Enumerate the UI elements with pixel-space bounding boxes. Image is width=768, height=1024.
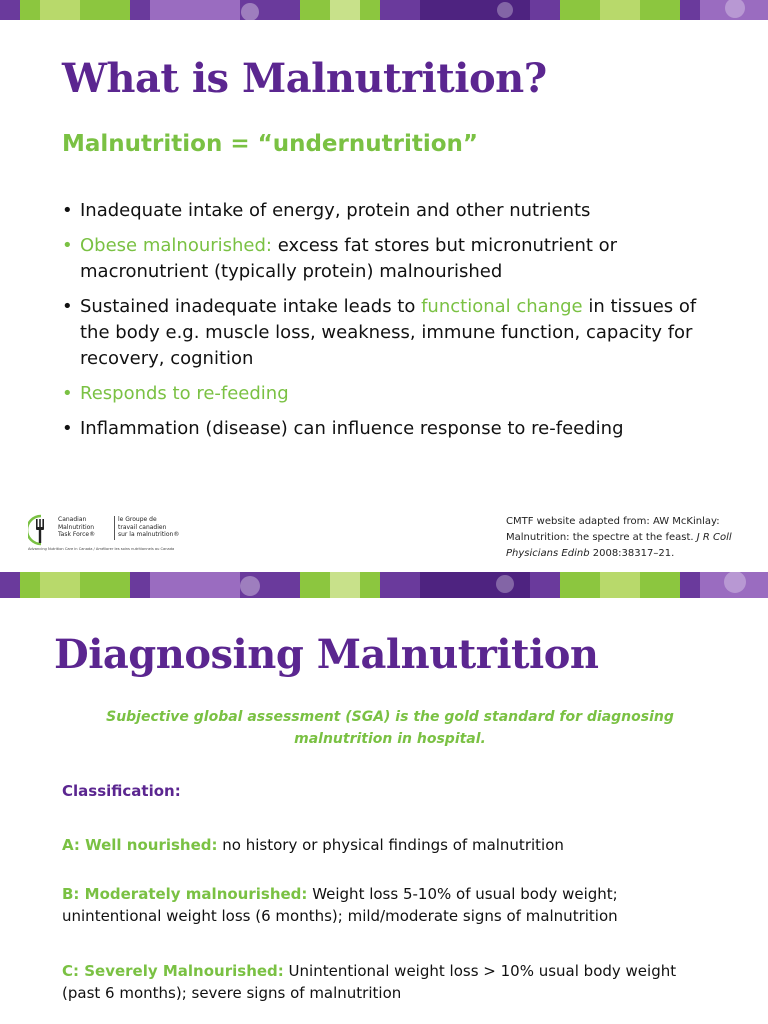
bullet-text: in tissues of the body e.g. muscle loss, weakness, immune function, capacity for recovery, cognition: [80, 296, 697, 369]
bullet-item: [62, 381, 722, 407]
bullet-item: [62, 416, 722, 442]
bullet-item: [62, 233, 722, 285]
fork-icon: [28, 514, 54, 546]
slide-diagnosing-malnutrition: [0, 572, 768, 1024]
bullet-text: Inflammation (disease) can influence response to re-feeding: [80, 418, 624, 439]
classification-item-a: A: Well nourished: no history or physical findings of malnutrition: [62, 836, 564, 854]
bullet-item: [62, 294, 722, 372]
bullet-highlight: Responds to re-feeding: [80, 383, 289, 404]
slide-title: What is Malnutrition?: [62, 55, 547, 102]
decorative-banner: [0, 572, 768, 598]
slide-subtitle: Malnutrition = “undernutrition”: [62, 131, 479, 157]
classification-item-b: B: Moderately malnourished: Weight loss 5-10% of usual body weight; unintentional weight loss (6 months); mild/moderate signs of malnutrition: [62, 885, 618, 925]
classification-heading: Classification:: [62, 782, 181, 800]
logo-text-english: Canadian Malnutrition Task Force®: [58, 516, 96, 538]
citation: CMTF website adapted from: AW McKinlay: Malnutrition: the spectre at the feast. J R Coll Physicians Edinb 2008:38317–21.: [506, 516, 732, 559]
bullet-item: [62, 198, 722, 224]
logo-text-french: le Groupe de travail canadien sur la malnutrition®: [118, 516, 180, 538]
logo-tagline: Advancing Nutrition Care in Canada / Améliorer les soins nutritionnels au Canada: [28, 547, 175, 551]
classification-item-c: C: Severely Malnourished: Unintentional weight loss > 10% usual body weight (past 6 months); severe signs of malnutrition: [62, 962, 677, 1002]
bullet-highlight: Obese malnourished:: [80, 235, 272, 256]
decorative-banner: [0, 0, 768, 20]
bullet-highlight: functional change: [421, 296, 583, 317]
bullet-text: excess fat stores but micronutrient or macronutrient (typically protein) malnourished: [80, 235, 618, 282]
logo-divider: [114, 516, 115, 540]
cmtf-logo: [28, 514, 218, 556]
sga-statement: Subjective global assessment (SGA) is the gold standard for diagnosing malnutrition in hospital.: [106, 709, 674, 747]
bullet-text: Sustained inadequate intake leads to: [80, 296, 422, 317]
slide-title: Diagnosing Malnutrition: [54, 631, 599, 678]
bullet-list: [62, 198, 722, 451]
bullet-text: Inadequate intake of energy, protein and other nutrients: [80, 200, 591, 221]
